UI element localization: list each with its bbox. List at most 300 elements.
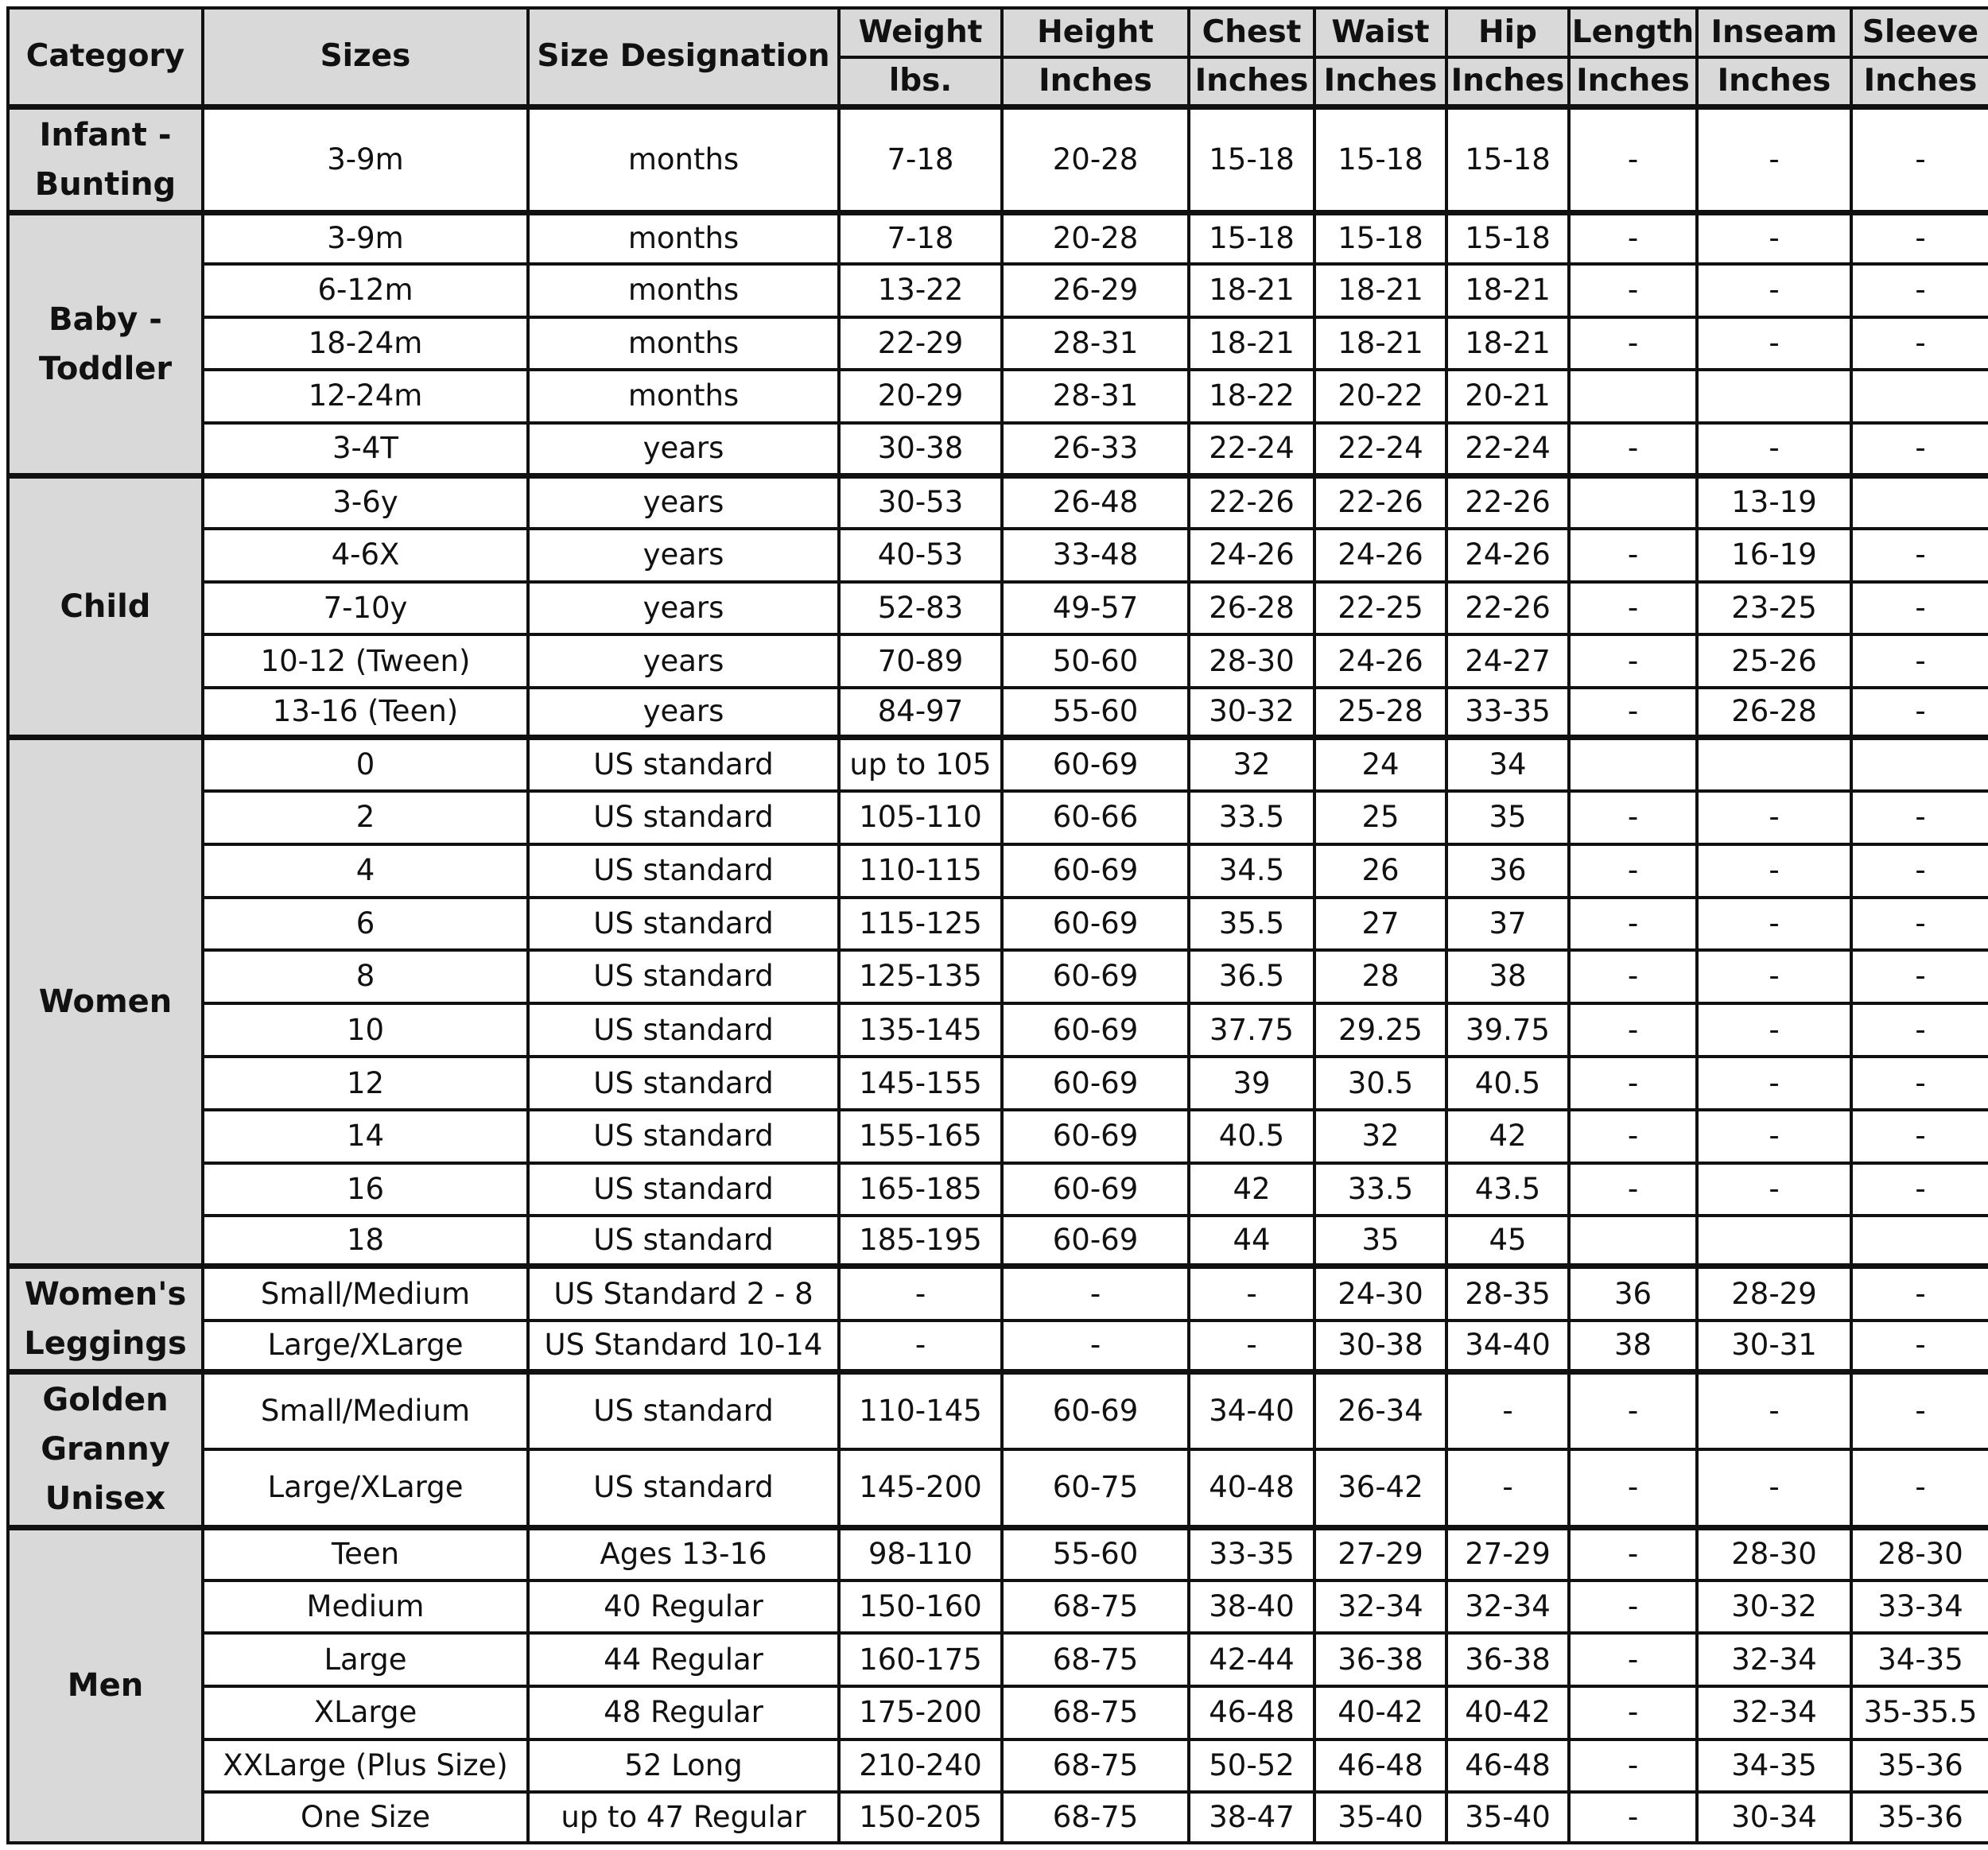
chest-cell: 34-40 [1189,1371,1314,1449]
header-inseam: Inseam [1697,8,1851,57]
chest-cell: 42-44 [1189,1633,1314,1686]
length-cell: - [1569,107,1697,212]
hip-cell: 33-35 [1446,688,1569,738]
hip-cell: 22-26 [1446,475,1569,529]
table-row [8,370,1988,423]
size-designation-cell: months [528,212,839,264]
sleeve-cell [1851,370,1988,423]
sleeve-cell: 35-36 [1851,1792,1988,1843]
table-row [8,1792,1988,1843]
size-cell: One Size [203,1792,528,1843]
size-cell: 16 [203,1163,528,1216]
weight-cell: 175-200 [839,1686,1002,1739]
size-cell: 3-9m [203,212,528,264]
inseam-cell: - [1697,1003,1851,1057]
hip-cell: 28-35 [1446,1266,1569,1321]
chest-cell: 34.5 [1189,844,1314,898]
table-row [8,1216,1988,1266]
size-cell: Small/Medium [203,1371,528,1449]
weight-cell: 115-125 [839,898,1002,951]
height-cell: 55-60 [1002,688,1189,738]
size-designation-cell: US standard [528,1216,839,1266]
hip-cell: 34 [1446,738,1569,792]
weight-cell: 110-115 [839,844,1002,898]
table-row [8,529,1988,582]
sleeve-cell: - [1851,1266,1988,1321]
weight-cell: 155-165 [839,1110,1002,1163]
waist-cell: 27 [1314,898,1446,951]
hip-cell: 20-21 [1446,370,1569,423]
sleeve-cell: - [1851,264,1988,317]
inseam-cell [1697,738,1851,792]
chest-cell: 38-47 [1189,1792,1314,1843]
size-designation-cell: years [528,475,839,529]
size-designation-cell: 44 Regular [528,1633,839,1686]
inseam-cell [1697,370,1851,423]
waist-cell: 25 [1314,791,1446,844]
weight-cell: 20-29 [839,370,1002,423]
waist-cell: 18-21 [1314,264,1446,317]
header-waist: Waist [1314,8,1446,57]
table-row [8,791,1988,844]
length-cell: - [1569,1371,1697,1449]
inseam-cell [1697,1216,1851,1266]
height-cell: 26-48 [1002,475,1189,529]
weight-cell: 84-97 [839,688,1002,738]
weight-cell: up to 105 [839,738,1002,792]
table-row [8,1321,1988,1371]
table-row [8,264,1988,317]
weight-cell: 160-175 [839,1633,1002,1686]
hip-cell: 46-48 [1446,1739,1569,1793]
size-cell: 13-16 (Teen) [203,688,528,738]
size-cell: 4-6X [203,529,528,582]
sleeve-cell: - [1851,950,1988,1003]
waist-cell: 32 [1314,1110,1446,1163]
hip-cell: 18-21 [1446,264,1569,317]
size-cell: Small/Medium [203,1266,528,1321]
height-cell: 20-28 [1002,212,1189,264]
chest-cell: 15-18 [1189,212,1314,264]
length-cell: - [1569,1633,1697,1686]
waist-cell: 35 [1314,1216,1446,1266]
length-cell: - [1569,898,1697,951]
sleeve-cell: - [1851,634,1988,688]
size-cell: 3-6y [203,475,528,529]
size-designation-cell: US standard [528,844,839,898]
chest-cell: 40.5 [1189,1110,1314,1163]
size-cell: 8 [203,950,528,1003]
size-cell: 2 [203,791,528,844]
sleeve-cell: 35-35.5 [1851,1686,1988,1739]
waist-cell: 46-48 [1314,1739,1446,1793]
height-cell: 68-75 [1002,1580,1189,1634]
length-cell [1569,1216,1697,1266]
length-cell: - [1569,1792,1697,1843]
waist-cell: 35-40 [1314,1792,1446,1843]
table-row [8,212,1988,264]
length-cell: - [1569,1003,1697,1057]
sleeve-cell [1851,475,1988,529]
waist-cell: 30-38 [1314,1321,1446,1371]
size-designation-cell: US standard [528,1110,839,1163]
size-cell: 4 [203,844,528,898]
size-designation-cell: years [528,634,839,688]
waist-cell: 24-30 [1314,1266,1446,1321]
sleeve-cell: - [1851,898,1988,951]
weight-cell: 145-200 [839,1449,1002,1527]
waist-cell: 22-26 [1314,475,1446,529]
size-designation-cell: US standard [528,1163,839,1216]
weight-cell: 7-18 [839,212,1002,264]
weight-cell: - [839,1321,1002,1371]
waist-cell: 24-26 [1314,634,1446,688]
height-cell: 28-31 [1002,370,1189,423]
inseam-cell: - [1697,264,1851,317]
size-cell: XXLarge (Plus Size) [203,1739,528,1793]
size-designation-cell: US standard [528,898,839,951]
size-designation-cell: months [528,264,839,317]
height-cell: 60-69 [1002,738,1189,792]
table-row [8,844,1988,898]
hip-cell: 35-40 [1446,1792,1569,1843]
size-designation-cell: years [528,582,839,635]
length-cell [1569,738,1697,792]
table-row [8,1633,1988,1686]
height-cell: 33-48 [1002,529,1189,582]
table-body [8,107,1988,1843]
sleeve-cell: - [1851,212,1988,264]
size-designation-cell: months [528,317,839,370]
waist-cell: 15-18 [1314,212,1446,264]
waist-cell: 30.5 [1314,1057,1446,1110]
header-category: Category [8,8,203,107]
header-chest: Chest [1189,8,1314,57]
length-cell: - [1569,1163,1697,1216]
waist-cell: 26 [1314,844,1446,898]
sleeve-cell: - [1851,1057,1988,1110]
height-cell: 68-75 [1002,1686,1189,1739]
length-cell: - [1569,1527,1697,1580]
inseam-cell: - [1697,212,1851,264]
inseam-cell: 30-32 [1697,1580,1851,1634]
chest-cell: 33-35 [1189,1527,1314,1580]
height-cell: 68-75 [1002,1633,1189,1686]
inseam-cell: 30-34 [1697,1792,1851,1843]
inseam-cell: - [1697,317,1851,370]
sleeve-cell: 34-35 [1851,1633,1988,1686]
length-cell: - [1569,212,1697,264]
length-cell [1569,370,1697,423]
waist-cell: 22-25 [1314,582,1446,635]
size-designation-cell: months [528,107,839,212]
hip-cell: 22-24 [1446,423,1569,476]
size-cell: 12-24m [203,370,528,423]
header-sizes: Sizes [203,8,528,107]
weight-cell: 110-145 [839,1371,1002,1449]
waist-cell: 18-21 [1314,317,1446,370]
hip-cell: - [1446,1449,1569,1527]
sleeve-cell: - [1851,844,1988,898]
height-cell: 55-60 [1002,1527,1189,1580]
chest-cell: 39 [1189,1057,1314,1110]
table-row [8,898,1988,951]
weight-cell: 125-135 [839,950,1002,1003]
sleeve-cell: - [1851,582,1988,635]
length-cell: 38 [1569,1321,1697,1371]
sleeve-cell [1851,738,1988,792]
size-cell: 14 [203,1110,528,1163]
size-cell: 18 [203,1216,528,1266]
sleeve-cell: - [1851,688,1988,738]
height-cell: 26-29 [1002,264,1189,317]
category-cell: Women's Leggings [8,1266,203,1371]
sleeve-cell: - [1851,1110,1988,1163]
size-designation-cell: months [528,370,839,423]
waist-cell: 20-22 [1314,370,1446,423]
size-cell: 0 [203,738,528,792]
size-designation-cell: 52 Long [528,1739,839,1793]
hip-cell: 15-18 [1446,107,1569,212]
header-sleeve: Sleeve [1851,8,1988,57]
table-row [8,1527,1988,1580]
chest-cell: 22-26 [1189,475,1314,529]
table-row [8,107,1988,212]
height-cell: 60-75 [1002,1449,1189,1527]
table-row [8,1580,1988,1634]
hip-cell: 42 [1446,1110,1569,1163]
inseam-cell: 13-19 [1697,475,1851,529]
height-cell: 49-57 [1002,582,1189,635]
length-cell: - [1569,1057,1697,1110]
size-designation-cell: US standard [528,1057,839,1110]
unit-waist: Inches [1314,57,1446,107]
weight-cell: 13-22 [839,264,1002,317]
height-cell: 28-31 [1002,317,1189,370]
size-cell: 6-12m [203,264,528,317]
length-cell: - [1569,1449,1697,1527]
size-cell: 10-12 (Tween) [203,634,528,688]
hip-cell: 27-29 [1446,1527,1569,1580]
hip-cell: 18-21 [1446,317,1569,370]
length-cell: 36 [1569,1266,1697,1321]
sleeve-cell: - [1851,1003,1988,1057]
sleeve-cell: - [1851,1321,1988,1371]
table-row [8,1003,1988,1057]
height-cell: 60-69 [1002,844,1189,898]
length-cell [1569,475,1697,529]
header-height: Height [1002,8,1189,57]
size-designation-cell: US standard [528,1003,839,1057]
category-cell: Baby - Toddler [8,212,203,475]
hip-cell: 45 [1446,1216,1569,1266]
chest-cell: 18-22 [1189,370,1314,423]
height-cell: 60-69 [1002,1163,1189,1216]
size-designation-cell: US standard [528,1449,839,1527]
waist-cell: 24-26 [1314,529,1446,582]
length-cell: - [1569,264,1697,317]
length-cell: - [1569,688,1697,738]
length-cell: - [1569,950,1697,1003]
inseam-cell: - [1697,898,1851,951]
sleeve-cell: - [1851,423,1988,476]
size-cell: Teen [203,1527,528,1580]
chest-cell: 26-28 [1189,582,1314,635]
length-cell: - [1569,791,1697,844]
size-designation-cell: US Standard 10-14 [528,1321,839,1371]
height-cell: - [1002,1321,1189,1371]
table-row [8,1371,1988,1449]
size-cell: XLarge [203,1686,528,1739]
height-cell: 60-69 [1002,1003,1189,1057]
waist-cell: 40-42 [1314,1686,1446,1739]
height-cell: 68-75 [1002,1792,1189,1843]
inseam-cell: - [1697,1057,1851,1110]
weight-cell: 135-145 [839,1003,1002,1057]
inseam-cell: - [1697,791,1851,844]
waist-cell: 36-42 [1314,1449,1446,1527]
length-cell: - [1569,1110,1697,1163]
sleeve-cell: 33-34 [1851,1580,1988,1634]
unit-length: Inches [1569,57,1697,107]
weight-cell: 185-195 [839,1216,1002,1266]
height-cell: 60-69 [1002,1110,1189,1163]
size-designation-cell: US standard [528,791,839,844]
size-cell: 6 [203,898,528,951]
hip-cell: 39.75 [1446,1003,1569,1057]
category-cell: Infant - Bunting [8,107,203,212]
size-chart-table [6,6,1988,1844]
sleeve-cell: 35-36 [1851,1739,1988,1793]
weight-cell: 70-89 [839,634,1002,688]
chest-cell: 44 [1189,1216,1314,1266]
hip-cell: - [1446,1371,1569,1449]
table-row [8,423,1988,476]
sleeve-cell: - [1851,317,1988,370]
inseam-cell: - [1697,844,1851,898]
size-designation-cell: years [528,423,839,476]
length-cell: - [1569,1686,1697,1739]
inseam-cell: 28-30 [1697,1527,1851,1580]
table-row [8,1449,1988,1527]
height-cell: 20-28 [1002,107,1189,212]
table-row [8,738,1988,792]
length-cell: - [1569,634,1697,688]
chest-cell: 35.5 [1189,898,1314,951]
unit-sleeve: Inches [1851,57,1988,107]
sleeve-cell: - [1851,1371,1988,1449]
table-row [8,1163,1988,1216]
table-row [8,1686,1988,1739]
length-cell: - [1569,317,1697,370]
waist-cell: 15-18 [1314,107,1446,212]
chest-cell: 22-24 [1189,423,1314,476]
size-cell: 18-24m [203,317,528,370]
unit-chest: Inches [1189,57,1314,107]
size-designation-cell: US standard [528,1371,839,1449]
waist-cell: 24 [1314,738,1446,792]
inseam-cell: - [1697,1371,1851,1449]
chest-cell: 15-18 [1189,107,1314,212]
unit-weight: lbs. [839,57,1002,107]
size-designation-cell: up to 47 Regular [528,1792,839,1843]
waist-cell: 32-34 [1314,1580,1446,1634]
category-cell: Child [8,475,203,737]
length-cell: - [1569,582,1697,635]
height-cell: - [1002,1266,1189,1321]
chest-cell: 33.5 [1189,791,1314,844]
inseam-cell: - [1697,1163,1851,1216]
table-row [8,1739,1988,1793]
size-designation-cell: US standard [528,950,839,1003]
table-row [8,1057,1988,1110]
waist-cell: 26-34 [1314,1371,1446,1449]
length-cell: - [1569,844,1697,898]
waist-cell: 36-38 [1314,1633,1446,1686]
size-designation-cell: Ages 13-16 [528,1527,839,1580]
hip-cell: 40.5 [1446,1057,1569,1110]
waist-cell: 27-29 [1314,1527,1446,1580]
size-designation-cell: years [528,529,839,582]
length-cell: - [1569,1739,1697,1793]
weight-cell: 210-240 [839,1739,1002,1793]
weight-cell: 30-53 [839,475,1002,529]
unit-inseam: Inches [1697,57,1851,107]
table-row [8,582,1988,635]
sleeve-cell: - [1851,1449,1988,1527]
weight-cell: 98-110 [839,1527,1002,1580]
inseam-cell: - [1697,107,1851,212]
unit-height: Inches [1002,57,1189,107]
chest-cell: 36.5 [1189,950,1314,1003]
height-cell: 26-33 [1002,423,1189,476]
sleeve-cell: 28-30 [1851,1527,1988,1580]
chest-cell: 32 [1189,738,1314,792]
height-cell: 60-66 [1002,791,1189,844]
size-designation-cell: 40 Regular [528,1580,839,1634]
weight-cell: 105-110 [839,791,1002,844]
hip-cell: 36-38 [1446,1633,1569,1686]
sleeve-cell: - [1851,1163,1988,1216]
weight-cell: - [839,1266,1002,1321]
inseam-cell: 26-28 [1697,688,1851,738]
inseam-cell: 30-31 [1697,1321,1851,1371]
table-row [8,950,1988,1003]
chest-cell: 46-48 [1189,1686,1314,1739]
inseam-cell: 23-25 [1697,582,1851,635]
size-cell: Medium [203,1580,528,1634]
weight-cell: 52-83 [839,582,1002,635]
length-cell: - [1569,423,1697,476]
inseam-cell: - [1697,950,1851,1003]
chest-cell: 24-26 [1189,529,1314,582]
chest-cell: 18-21 [1189,317,1314,370]
table-row [8,688,1988,738]
hip-cell: 34-40 [1446,1321,1569,1371]
weight-cell: 165-185 [839,1163,1002,1216]
length-cell: - [1569,529,1697,582]
size-designation-cell: 48 Regular [528,1686,839,1739]
hip-cell: 36 [1446,844,1569,898]
size-cell: 10 [203,1003,528,1057]
hip-cell: 38 [1446,950,1569,1003]
size-cell: 3-9m [203,107,528,212]
weight-cell: 40-53 [839,529,1002,582]
hip-cell: 22-26 [1446,582,1569,635]
table-row [8,634,1988,688]
height-cell: 60-69 [1002,1216,1189,1266]
table-row [8,1266,1988,1321]
